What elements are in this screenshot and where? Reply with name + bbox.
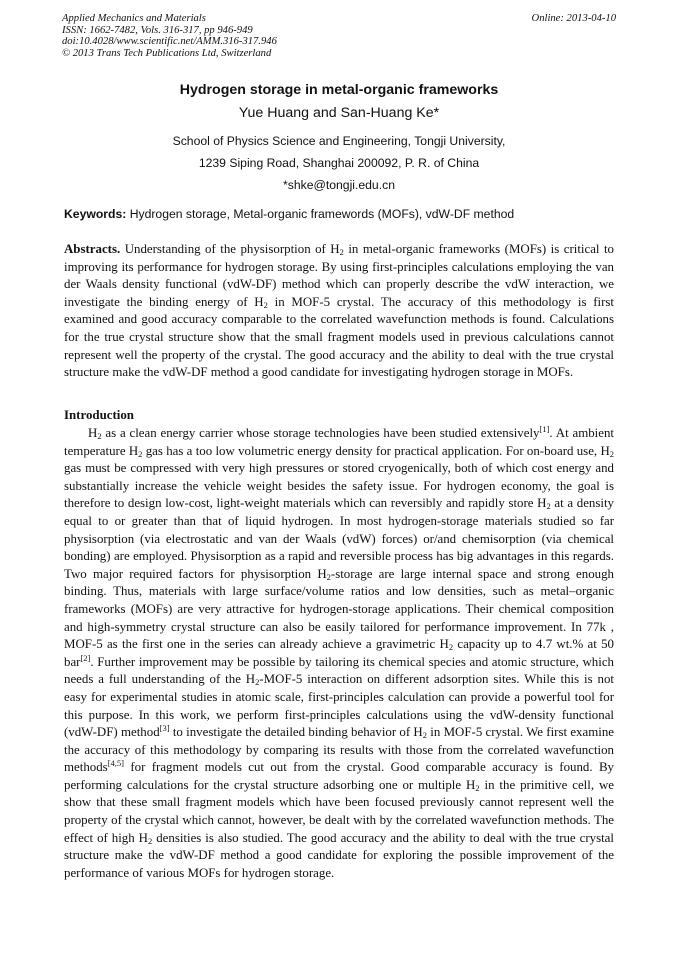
citation-ref: [2]: [80, 652, 91, 663]
subscript: 2: [263, 299, 268, 310]
abstract-text-1: Understanding of the physisorption of H: [124, 242, 340, 256]
subscript: 2: [97, 431, 102, 441]
intro-text: H: [88, 426, 98, 440]
issn-line: ISSN: 1662-7482, Vols. 316-317, pp 946-949: [62, 24, 253, 36]
subscript: 2: [339, 247, 344, 257]
intro-text: . At ambient temperature H: [64, 426, 614, 458]
abstract-text-2: in metal-organic frameworks (MOFs) is critical to improving its performance for hydrogen storage. By using first-principles calculations employing the van der Waals density functional (vdW-DF) method which can properly describe the vdW interaction, we investigate the binding energy of H: [64, 242, 614, 309]
keywords-label: Keywords:: [64, 207, 127, 221]
affiliation-line-1: School of Physics Science and Engineering, Tongji University,: [172, 134, 506, 148]
intro-text: capacity up to 4.7 wt.% at 50 bar: [64, 637, 614, 669]
doi-line: doi:10.4028/www.scientific.net/AMM.316-317.946: [62, 36, 277, 48]
paper-title: Hydrogen storage in metal-organic frameworks: [179, 82, 499, 98]
abstract: [64, 241, 614, 382]
intro-text: for fragment models cut out from the crystal. Good comparable accuracy is found. By performing calculations for the crystal structure adsorbing one or multiple H: [64, 760, 614, 792]
intro-text: as a clean energy carrier whose storage technologies have been studied extensively: [101, 426, 540, 440]
abstract-text-3: in MOF-5 crystal. The accuracy of this methodology is first examined and good accuracy comparable to the correlated wavefunction methods is found. Calculations for the true crystal structure show that the small fragment models used in previous calculations cannot represent well the property of the crystal. The good accuracy and the ability to deal with the true crystal structure make the vdW-DF method a good candidate for investigating hydrogen storage in MOFs.: [64, 294, 615, 380]
subscript: 2: [546, 501, 551, 512]
section-heading-introduction: Introduction: [64, 408, 134, 422]
intro-text: at a density equal to or greater than that of liquid hydrogen. In most hydrogen-storage materials studied so far physisorption (via electrostatic and van der Waals (vdW) forces) or/and chemisorption (via chemical bonding) are employed. Physisorption as a rapid and reversible process has big advantages in this regards. Two major required factors for physisorption H: [64, 496, 614, 581]
citation-ref: [1]: [539, 424, 550, 434]
subscript: 2: [609, 448, 615, 459]
intro-text: densities is also studied. The good accuracy and the ability to deal with the true crystal structure make the vdW-DF method a good candidate for exploring the possible improvement of the performance of various MOFs for hydrogen storage.: [64, 830, 614, 880]
keywords: [64, 207, 616, 221]
author-email: *shke@tongji.edu.cn: [283, 178, 395, 192]
intro-text: . Further improvement may be possible by tailoring its chemical species and atomic structure, which needs a full understanding of the H: [64, 654, 614, 687]
journal-header: [62, 13, 622, 59]
online-date: Online: 2013-04-10: [531, 13, 616, 24]
affiliation: [0, 130, 678, 196]
subscript: 2: [147, 835, 153, 846]
subscript: 2: [255, 677, 260, 688]
intro-text: in the primitive cell, we show that these small fragment models which have been focused previously cannot represent well the property of the crystal which cannot, however, be dealt with by the correlated wavefunction methods. The effect of high H: [64, 777, 614, 845]
paper-authors: Yue Huang and San-Huang Ke*: [238, 105, 440, 121]
intro-text: to investigate the detailed binding behavior of H: [169, 725, 423, 740]
intro-text: gas has a too low volumetric energy density for practical application. For on-board use, H: [142, 443, 610, 458]
subscript: 2: [422, 730, 427, 741]
introduction-paragraph: [64, 425, 614, 882]
subscript: 2: [448, 642, 454, 653]
subscript: 2: [138, 448, 143, 459]
affiliation-line-2: 1239 Siping Road, Shanghai 200092, P. R. of China: [198, 156, 480, 170]
intro-text: in MOF-5 crystal. We first examine the accuracy of this methodology by comparing its results with those from the correlated wavefunction methods: [64, 725, 614, 775]
intro-text: gas must be compressed with very high pressures or stored cryogenically, both of which cost energy and substantially increase the vehicle weight besides the safety issue. For hydrogen economy, the goal is therefore to design low-cost, light-weight materials which can reversibly and rapidly store H: [64, 461, 614, 511]
keywords-text: Hydrogen storage, Metal-organic framewords (MOFs), vdW-DF method: [129, 207, 515, 221]
intro-text: -MOF-5 interaction on different adsorption sites. While this is not easy for experimental studies in atomic scale, first-principles calculation can provide a powerful tool for this purpose. In this work, we perform first-principles calculations using the vdW-density functional (vdW-DF) method: [64, 672, 614, 740]
subscript: 2: [326, 571, 331, 582]
journal-name: Applied Mechanics and Materials: [62, 13, 206, 24]
copyright-line: © 2013 Trans Tech Publications Ltd, Switzerland: [62, 47, 272, 59]
citation-ref: [3]: [159, 723, 170, 734]
abstract-label: Abstracts.: [64, 242, 121, 256]
citation-ref: [4,5]: [107, 758, 124, 769]
intro-text: -storage are large internal space and strong enough binding. Thus, materials with large surface/volume ratios and low densities, such as metal–organic frameworks (MOFs) are very attractive for hydrogen-storage applications. Their chemical composition and high-symmetry crystal structure can also be easily tailored for performance improvement. In 77k , MOF-5 as the first one in the series can already achieve a gravimetric H: [64, 566, 614, 652]
subscript: 2: [475, 782, 480, 793]
